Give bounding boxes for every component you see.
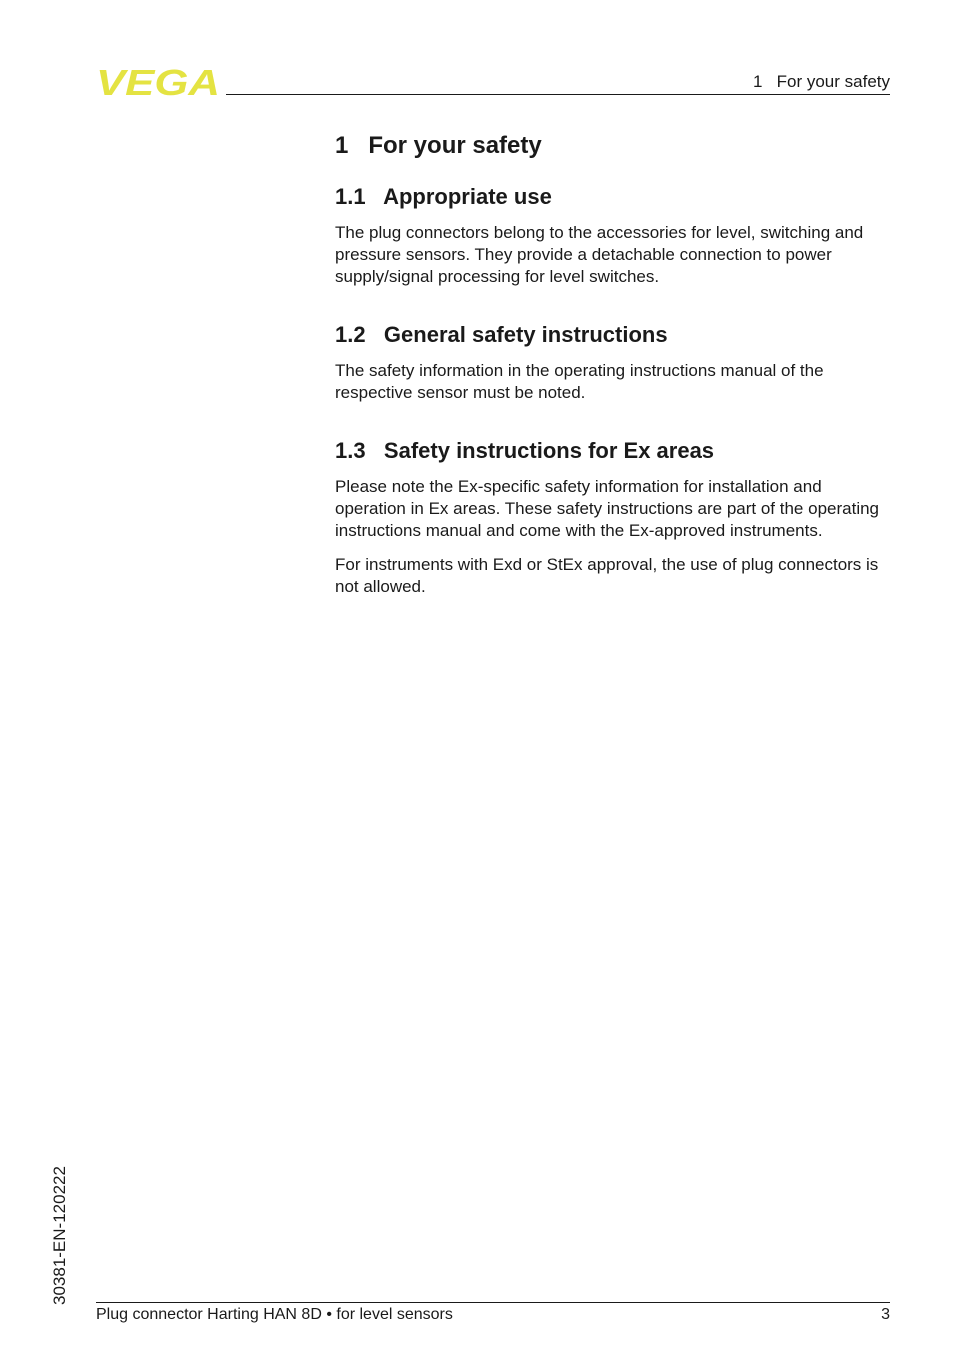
document-code: 30381-EN-120222 — [50, 1166, 69, 1305]
page-number: 3 — [881, 1306, 890, 1323]
section-title: 1.1 Appropriate use — [335, 184, 552, 209]
footer-rule — [96, 1302, 890, 1303]
section-ex-areas — [335, 436, 895, 598]
chapter-title: 1 For your safety — [335, 132, 542, 159]
section-paragraph: The plug connectors belong to the accessories for level, switching and pressure sensors. They provide a detachable connection to power supply/signal processing for level switches. — [335, 223, 864, 286]
header-rule — [226, 94, 890, 95]
vega-logo-text: VEGA — [96, 66, 220, 97]
page-content — [335, 128, 895, 610]
footer-document-title: Plug connector Harting HAN 8D • for level sensors — [96, 1306, 453, 1323]
section-paragraph: For instruments with Exd or StEx approval, the use of plug connectors is not allowed. — [335, 555, 879, 596]
section-title: 1.2 General safety instructions — [335, 322, 668, 347]
running-header: 1 For your safety — [753, 72, 890, 91]
section-general-safety — [335, 320, 895, 404]
section-appropriate-use — [335, 182, 895, 288]
vega-logo — [96, 66, 220, 97]
section-title: 1.3 Safety instructions for Ex areas — [335, 438, 715, 463]
section-paragraph: Please note the Ex-specific safety information for installation and operation in Ex areas. These safety instructions are part of the operating instructions manual and come with the Ex-approved instruments. — [335, 477, 879, 540]
section-paragraph: The safety information in the operating instructions manual of the respective sensor must be noted. — [335, 361, 824, 402]
